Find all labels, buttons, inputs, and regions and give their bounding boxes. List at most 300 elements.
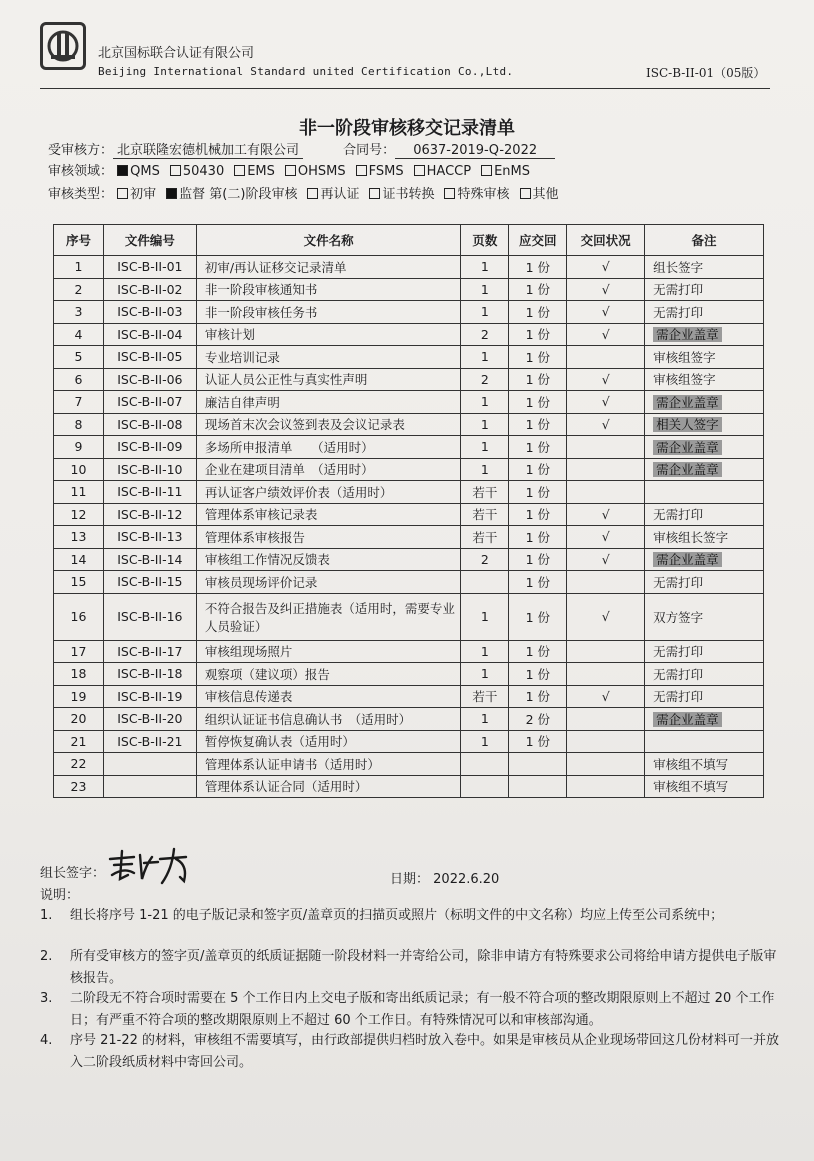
company-logo-icon xyxy=(40,22,86,70)
return-status: √ xyxy=(601,326,610,342)
remark: 需企业盖章 xyxy=(653,552,722,567)
file-name: 审核计划 xyxy=(204,327,255,343)
audit-field-checkbox[interactable] xyxy=(414,164,471,179)
file-name-cell xyxy=(196,571,461,594)
return-status: √ xyxy=(601,394,610,410)
return-due: 1 份 xyxy=(525,666,550,682)
remark: 需企业盖章 xyxy=(653,712,722,727)
remark: 无需打印 xyxy=(653,644,704,660)
remark-cell xyxy=(645,593,764,640)
remark-cell xyxy=(645,368,764,391)
audit-field-checkbox[interactable] xyxy=(117,164,160,179)
page-count-cell xyxy=(461,481,509,504)
row-number: 23 xyxy=(70,778,87,794)
checkbox-square-icon xyxy=(307,188,318,199)
return-due: 1 份 xyxy=(525,734,550,750)
row-number-cell xyxy=(54,346,104,369)
audit-field-checkbox[interactable] xyxy=(356,164,404,179)
file-code-cell xyxy=(103,730,196,753)
table-row xyxy=(54,730,764,753)
table-row xyxy=(54,346,764,369)
audit-field-option-label: QMS xyxy=(130,164,160,179)
return-status: √ xyxy=(601,609,610,624)
row-number: 1 xyxy=(74,259,83,275)
return-status-cell xyxy=(567,708,645,731)
return-status: √ xyxy=(601,281,610,297)
checkbox-square-icon xyxy=(285,165,296,176)
checkbox-square-icon xyxy=(166,188,177,199)
remark: 需企业盖章 xyxy=(653,440,722,455)
checkbox-square-icon xyxy=(481,165,492,176)
note-text: 序号 21-22 的材料，审核组不需要填写，由行政部提供归档时放入卷中。如果是审核员从企业现场带回这几份材料可一并放入二阶段纸质材料中寄回公司。 xyxy=(70,1033,780,1070)
audit-field-checkbox[interactable] xyxy=(170,164,224,179)
return-due-cell xyxy=(509,346,567,369)
row-number-cell xyxy=(54,413,104,436)
page-count-cell xyxy=(461,323,509,346)
return-status-cell xyxy=(567,413,645,436)
return-due-cell xyxy=(509,481,567,504)
note-text: 组长将序号 1-21 的电子版记录和签字页/盖章页的扫描页或照片（标明文件的中文名称）均应上传至公司系统中； xyxy=(70,908,724,923)
note-item xyxy=(40,1030,780,1074)
file-name: 观察项（建议项）报告 xyxy=(204,666,330,682)
table-row xyxy=(54,571,764,594)
remark-cell xyxy=(645,685,764,708)
file-name-cell xyxy=(196,708,461,731)
table-header-row xyxy=(54,225,764,256)
audit-type-checkbox[interactable] xyxy=(444,183,509,202)
file-code: ISC-B-II-20 xyxy=(117,711,183,727)
page-count-cell xyxy=(461,301,509,324)
company-name-cn: 北京国标联合认证有限公司 xyxy=(98,46,255,61)
return-due: 2 份 xyxy=(525,711,550,727)
file-code: ISC-B-II-02 xyxy=(117,281,183,297)
file-code: ISC-B-II-03 xyxy=(117,304,183,320)
page-count: 1 xyxy=(480,461,489,477)
file-code: ISC-B-II-13 xyxy=(117,529,183,545)
file-code: ISC-B-II-17 xyxy=(117,643,183,659)
table-row xyxy=(54,458,764,481)
remark-cell xyxy=(645,571,764,594)
return-due: 1 份 xyxy=(525,552,550,568)
file-name: 管理体系审核报告 xyxy=(204,529,305,545)
return-due-cell xyxy=(509,548,567,571)
file-name: 暂停恢复确认表（适用时） xyxy=(204,734,355,750)
row-number: 17 xyxy=(70,643,87,659)
remark-cell xyxy=(645,526,764,549)
file-code-cell xyxy=(103,391,196,414)
table-row xyxy=(54,368,764,391)
file-name-cell xyxy=(196,775,461,798)
remark: 审核组长签字 xyxy=(653,529,729,545)
return-due: 1 份 xyxy=(525,507,550,523)
return-status-cell xyxy=(567,481,645,504)
remark-cell xyxy=(645,436,764,459)
file-code: ISC-B-II-06 xyxy=(117,371,183,387)
page-count-cell xyxy=(461,458,509,481)
file-code-cell xyxy=(103,481,196,504)
row-number: 3 xyxy=(74,304,83,320)
file-name-cell xyxy=(196,526,461,549)
col-header-code: 文件编号 xyxy=(103,225,196,256)
audit-type-checkbox[interactable] xyxy=(520,183,559,202)
row-number: 20 xyxy=(70,711,87,727)
row-number-cell xyxy=(54,685,104,708)
return-due: 1 份 xyxy=(525,644,550,660)
row-number: 2 xyxy=(74,281,83,297)
row-number-cell xyxy=(54,640,104,663)
return-status: √ xyxy=(601,371,610,387)
file-code: ISC-B-II-08 xyxy=(117,416,183,432)
file-name-cell xyxy=(196,593,461,640)
return-status-cell xyxy=(567,775,645,798)
col-header-name: 文件名称 xyxy=(196,225,461,256)
notes-label: 说明： xyxy=(40,888,80,903)
return-status-cell xyxy=(567,663,645,686)
file-name-cell xyxy=(196,301,461,324)
checkbox-square-icon xyxy=(369,188,380,199)
transfer-record-table xyxy=(53,224,764,798)
remark-cell xyxy=(645,775,764,798)
return-due-cell xyxy=(509,256,567,279)
row-number-cell xyxy=(54,256,104,279)
file-code-cell xyxy=(103,775,196,798)
checkbox-square-icon xyxy=(170,165,181,176)
table-body xyxy=(54,256,764,798)
audit-type-option-label: 初审 xyxy=(130,187,157,202)
file-code: ISC-B-II-11 xyxy=(117,484,183,500)
date-label: 日期： xyxy=(390,872,430,887)
col-header-due: 应交回 xyxy=(509,225,567,256)
note-text: 二阶段无不符合项时需要在 5 个工作日内上交电子版和寄出纸质记录；有一般不符合项的整改期限原则上不超过 20 个工作日；有严重不符合项的整改期限原则上不超过 60 个工作日。有特殊情况可以和审核部沟通。 xyxy=(70,991,775,1028)
return-due: 1 份 xyxy=(525,484,550,500)
file-name-cell xyxy=(196,503,461,526)
audit-field-checkbox[interactable] xyxy=(481,164,530,179)
return-due-cell xyxy=(509,278,567,301)
return-due-cell xyxy=(509,708,567,731)
col-header-pages: 页数 xyxy=(461,225,509,256)
return-due-cell xyxy=(509,413,567,436)
return-due: 1 份 xyxy=(525,282,550,298)
page-count-cell xyxy=(461,503,509,526)
audit-field-option-label: HACCP xyxy=(426,164,472,179)
file-code-cell xyxy=(103,278,196,301)
remark-cell xyxy=(645,458,764,481)
file-name: 再认证客户绩效评价表（适用时） xyxy=(204,484,393,500)
note-text: 所有受审核方的签字页/盖章页的纸质证据随一阶段材料一并寄给公司，除非申请方有特殊要求公司将给申请方提供电子版审核报告。 xyxy=(70,949,777,986)
row-number-cell xyxy=(54,548,104,571)
page-count-cell xyxy=(461,753,509,776)
file-code-cell xyxy=(103,753,196,776)
file-code: ISC-B-II-09 xyxy=(117,439,183,455)
audit-type-checkbox[interactable] xyxy=(117,183,156,202)
file-code: ISC-B-II-21 xyxy=(117,733,183,749)
file-name: 审核员现场评价记录 xyxy=(204,574,318,590)
row-number: 16 xyxy=(70,609,87,624)
audit-type-option-label: 证书转换 xyxy=(382,187,435,202)
return-status-cell xyxy=(567,571,645,594)
file-code: ISC-B-II-10 xyxy=(117,461,183,477)
row-number: 15 xyxy=(70,574,87,590)
file-name-cell xyxy=(196,256,461,279)
remark-cell xyxy=(645,278,764,301)
table-row xyxy=(54,640,764,663)
return-status-cell xyxy=(567,368,645,391)
audit-type-option-label: 其他 xyxy=(532,187,559,202)
row-number-cell xyxy=(54,593,104,640)
remark-cell xyxy=(645,503,764,526)
file-code-cell xyxy=(103,593,196,640)
row-number: 18 xyxy=(70,666,87,682)
page-count-cell xyxy=(461,708,509,731)
return-due-cell xyxy=(509,526,567,549)
audit-field-option-label: EMS xyxy=(247,164,275,179)
leader-sign-label: 组长签字： xyxy=(40,866,106,881)
audit-field-checkbox[interactable] xyxy=(234,164,275,179)
file-code-cell xyxy=(103,548,196,571)
file-name-cell xyxy=(196,413,461,436)
row-number: 10 xyxy=(70,461,87,477)
remark: 无需打印 xyxy=(653,574,704,590)
file-name-cell xyxy=(196,685,461,708)
file-code-cell xyxy=(103,458,196,481)
file-name-cell xyxy=(196,663,461,686)
file-name-cell xyxy=(196,548,461,571)
page-count-cell xyxy=(461,413,509,436)
auditee-label: 受审核方： xyxy=(48,143,114,158)
return-status-cell xyxy=(567,548,645,571)
page-count-cell xyxy=(461,775,509,798)
return-status-cell xyxy=(567,685,645,708)
return-status-cell xyxy=(567,391,645,414)
file-code-cell xyxy=(103,571,196,594)
audit-field-option-label: FSMS xyxy=(368,164,404,179)
file-code: ISC-B-II-07 xyxy=(117,394,183,410)
file-name: 不符合报告及纠正措施表（适用时，需要专业人员验证） xyxy=(204,600,455,634)
row-number-cell xyxy=(54,730,104,753)
remark: 无需打印 xyxy=(653,304,704,320)
return-due-cell xyxy=(509,323,567,346)
file-name-cell xyxy=(196,458,461,481)
remark-cell xyxy=(645,548,764,571)
remark: 相关人签字 xyxy=(653,417,722,432)
return-status-cell xyxy=(567,346,645,369)
return-status-cell xyxy=(567,256,645,279)
file-code: ISC-B-II-19 xyxy=(117,688,183,704)
file-name: 审核信息传递表 xyxy=(204,689,293,705)
row-number: 5 xyxy=(74,349,83,365)
page-count: 1 xyxy=(480,643,489,659)
page-count: 2 xyxy=(480,371,489,387)
file-code-cell xyxy=(103,301,196,324)
checkbox-square-icon xyxy=(414,165,425,176)
note-number: 4. xyxy=(40,1033,53,1048)
page-count-cell xyxy=(461,685,509,708)
file-name-cell xyxy=(196,481,461,504)
audit-type-checkbox[interactable] xyxy=(369,183,434,202)
file-name: 多场所申报清单 （适用时） xyxy=(204,439,374,455)
auditee-row xyxy=(48,139,555,158)
note-number: 1. xyxy=(40,908,53,923)
file-code-cell xyxy=(103,503,196,526)
file-code-cell xyxy=(103,256,196,279)
file-code: ISC-B-II-16 xyxy=(117,609,183,624)
audit-field-checkbox[interactable] xyxy=(285,164,346,179)
file-code-cell xyxy=(103,323,196,346)
file-code: ISC-B-II-18 xyxy=(117,666,183,682)
page-count: 若干 xyxy=(472,484,498,500)
file-name: 非一阶段审核任务书 xyxy=(204,304,318,320)
sign-date xyxy=(390,868,499,887)
note-item xyxy=(40,988,780,1032)
return-due-cell xyxy=(509,685,567,708)
page-count-cell xyxy=(461,368,509,391)
remark: 组长签字 xyxy=(653,259,704,275)
row-number: 8 xyxy=(74,416,83,432)
remark: 需企业盖章 xyxy=(653,327,722,342)
audit-type-options xyxy=(117,187,568,202)
return-due-cell xyxy=(509,301,567,324)
file-code-cell xyxy=(103,708,196,731)
remark-cell xyxy=(645,391,764,414)
auditee-value: 北京联隆宏德机械加工有限公司 xyxy=(113,143,303,159)
page-count-cell xyxy=(461,730,509,753)
audit-type-option-label: 再认证 xyxy=(320,187,360,202)
row-number-cell xyxy=(54,458,104,481)
page-count: 1 xyxy=(480,609,489,624)
file-name: 管理体系认证申请书（适用时） xyxy=(204,756,380,772)
table-row xyxy=(54,548,764,571)
table-row xyxy=(54,481,764,504)
return-status-cell xyxy=(567,593,645,640)
file-name: 管理体系审核记录表 xyxy=(204,507,318,523)
file-code-cell xyxy=(103,640,196,663)
return-due: 1 份 xyxy=(525,417,550,433)
return-due-cell xyxy=(509,458,567,481)
page-count: 2 xyxy=(480,551,489,567)
checkbox-square-icon xyxy=(117,165,128,176)
row-number-cell xyxy=(54,708,104,731)
row-number-cell xyxy=(54,323,104,346)
audit-field-options xyxy=(117,164,540,179)
table-row xyxy=(54,753,764,776)
return-status-cell xyxy=(567,323,645,346)
table-row xyxy=(54,775,764,798)
table-row xyxy=(54,256,764,279)
row-number: 7 xyxy=(74,394,83,410)
return-status-cell xyxy=(567,503,645,526)
audit-field-option-label: OHSMS xyxy=(297,164,346,179)
return-status: √ xyxy=(601,688,610,704)
file-name-cell xyxy=(196,640,461,663)
return-due-cell xyxy=(509,368,567,391)
remark: 无需打印 xyxy=(653,507,704,523)
return-due: 1 份 xyxy=(525,529,550,545)
row-number: 4 xyxy=(74,326,83,342)
return-due: 1 份 xyxy=(525,259,550,275)
return-status-cell xyxy=(567,278,645,301)
page-count: 1 xyxy=(480,733,489,749)
file-name: 廉洁自律声明 xyxy=(204,394,280,410)
remark: 审核组不填写 xyxy=(653,779,729,795)
return-due-cell xyxy=(509,571,567,594)
return-status: √ xyxy=(601,529,610,545)
table-row xyxy=(54,708,764,731)
table-row xyxy=(54,503,764,526)
audit-type-checkbox[interactable] xyxy=(166,183,297,202)
table-row xyxy=(54,323,764,346)
file-name: 初审/再认证移交记录清单 xyxy=(204,259,347,275)
page-count-cell xyxy=(461,278,509,301)
file-code: ISC-B-II-04 xyxy=(117,326,183,342)
file-code: ISC-B-II-01 xyxy=(117,259,183,275)
remark: 审核组不填写 xyxy=(653,756,729,772)
file-name: 现场首末次会议签到表及会议记录表 xyxy=(204,417,405,433)
page-count-cell xyxy=(461,436,509,459)
return-due: 1 份 xyxy=(525,462,550,478)
document-title: 非一阶段审核移交记录清单 xyxy=(299,118,515,139)
file-name: 审核组现场照片 xyxy=(204,644,293,660)
audit-field-option-label: EnMS xyxy=(494,164,530,179)
file-code: ISC-B-II-14 xyxy=(117,551,183,567)
return-due-cell xyxy=(509,503,567,526)
remark: 审核组签字 xyxy=(653,349,716,365)
checkbox-square-icon xyxy=(520,188,531,199)
audit-type-label: 审核类型： xyxy=(48,187,114,202)
company-name-en: Beijing International Standard united Certification Co.,Ltd. xyxy=(98,65,514,78)
audit-type-option-label: 监督 第(二)阶段审核 xyxy=(179,187,298,202)
audit-type-option-label: 特殊审核 xyxy=(457,187,510,202)
remark: 无需打印 xyxy=(653,282,704,298)
return-due-cell xyxy=(509,753,567,776)
row-number: 9 xyxy=(74,439,83,455)
page-count: 1 xyxy=(480,439,489,455)
checkbox-square-icon xyxy=(234,165,245,176)
file-name: 管理体系认证合同（适用时） xyxy=(204,779,368,795)
page-count: 1 xyxy=(480,349,489,365)
audit-type-checkbox[interactable] xyxy=(307,183,359,202)
table-row xyxy=(54,301,764,324)
file-name-cell xyxy=(196,730,461,753)
file-name: 企业在建项目清单 （适用时） xyxy=(204,462,374,478)
remark-cell xyxy=(645,753,764,776)
file-name-cell xyxy=(196,436,461,459)
file-name: 组织认证证书信息确认书 （适用时） xyxy=(204,711,412,727)
return-due: 1 份 xyxy=(525,439,550,455)
return-due: 1 份 xyxy=(525,372,550,388)
row-number-cell xyxy=(54,775,104,798)
return-status: √ xyxy=(601,259,610,275)
col-header-status: 交回状况 xyxy=(567,225,645,256)
row-number: 12 xyxy=(70,506,87,522)
table-row xyxy=(54,685,764,708)
table-row xyxy=(54,278,764,301)
file-name: 专业培训记录 xyxy=(204,349,280,365)
return-due: 1 份 xyxy=(525,394,550,410)
return-status-cell xyxy=(567,730,645,753)
file-name: 认证人员公正性与真实性声明 xyxy=(204,372,368,388)
remark-cell xyxy=(645,413,764,436)
page-count: 1 xyxy=(480,416,489,432)
remark: 无需打印 xyxy=(653,689,704,705)
return-due: 1 份 xyxy=(525,327,550,343)
remark-cell xyxy=(645,708,764,731)
return-due: 1 份 xyxy=(525,689,550,705)
row-number-cell xyxy=(54,526,104,549)
file-code-cell xyxy=(103,685,196,708)
row-number-cell xyxy=(54,391,104,414)
checkbox-square-icon xyxy=(117,188,128,199)
return-status-cell xyxy=(567,458,645,481)
